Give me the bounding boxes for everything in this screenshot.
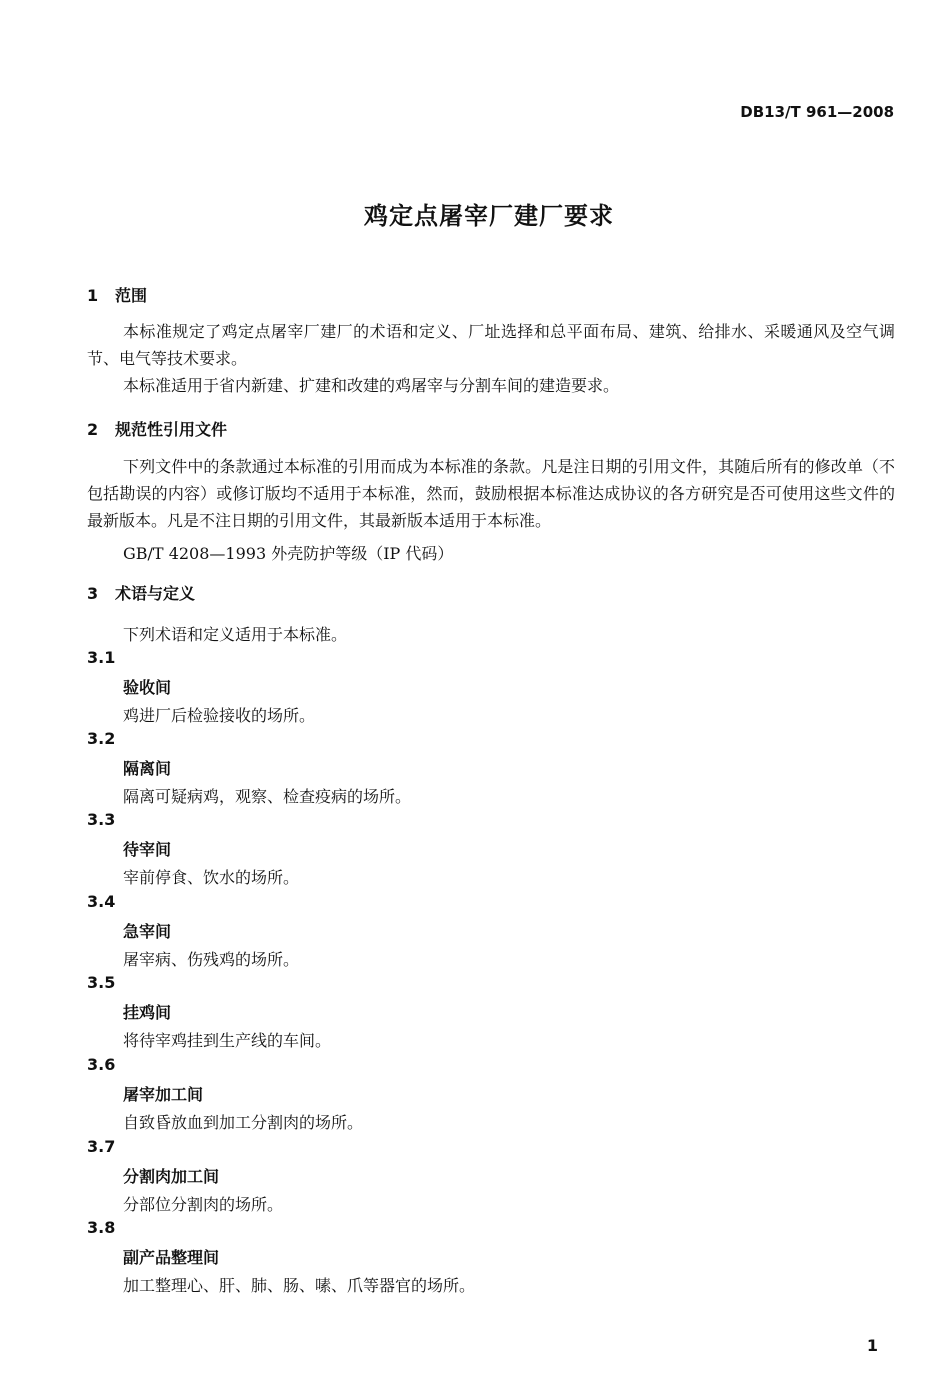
term-number: 3.2 (87, 729, 116, 748)
term-name: 分割肉加工间 (123, 1167, 220, 1186)
document-title: 鸡定点屠宰厂建厂要求 (364, 202, 614, 230)
term-definition: 鸡进厂后检验接收的场所。 (123, 706, 316, 725)
term-number: 3.5 (87, 973, 116, 992)
term-number: 3.1 (87, 648, 116, 667)
standard-code: DB13/T 961—2008 (740, 103, 894, 121)
section-heading (87, 283, 147, 306)
term-name: 隔离间 (123, 759, 172, 778)
section-heading (87, 581, 195, 604)
term-number: 3.7 (87, 1137, 116, 1156)
term-name: 副产品整理间 (123, 1248, 220, 1267)
paragraph: 下列文件中的条款通过本标准的引用而成为本标准的条款。凡是注日期的引用文件，其随后所有的修改单（不包括勘误的内容）或修订版均不适用于本标准，然而，鼓励根据本标准达成协议的各方研究是否可使用这些文件的最新版本。凡是不注日期的引用文件，其最新版本适用于本标准。 (87, 457, 895, 530)
section-heading (87, 417, 227, 440)
section-title: 范围 (115, 286, 148, 305)
term-definition: 宰前停食、饮水的场所。 (123, 868, 300, 887)
paragraph: 本标准适用于省内新建、扩建和改建的鸡屠宰与分割车间的建造要求。 (123, 376, 620, 395)
term-definition: 隔离可疑病鸡，观察、检查疫病的场所。 (123, 787, 412, 806)
section-intro: 下列术语和定义适用于本标准。 (123, 625, 348, 644)
section-number: 1 (87, 286, 99, 305)
term-number: 3.3 (87, 810, 116, 829)
term-definition: 屠宰病、伤残鸡的场所。 (123, 950, 300, 969)
term-definition: 分部位分割肉的场所。 (123, 1195, 284, 1214)
term-definition: 加工整理心、肝、肺、肠、嗉、爪等器官的场所。 (123, 1276, 476, 1295)
page-number: 1 (866, 1336, 878, 1355)
term-name: 挂鸡间 (123, 1003, 172, 1022)
term-number: 3.6 (87, 1055, 116, 1074)
section-number: 2 (87, 420, 99, 439)
term-name: 待宰间 (123, 840, 172, 859)
term-number: 3.8 (87, 1218, 116, 1237)
term-definition: 自致昏放血到加工分割肉的场所。 (123, 1113, 364, 1132)
term-definition: 将待宰鸡挂到生产线的车间。 (123, 1031, 332, 1050)
section-title: 术语与定义 (115, 584, 196, 603)
term-number: 3.4 (87, 892, 116, 911)
paragraph: 本标准规定了鸡定点屠宰厂建厂的术语和定义、厂址选择和总平面布局、建筑、给排水、采暖通风及空气调节、电气等技术要求。 (87, 322, 895, 368)
normative-reference: GB/T 4208—1993 外壳防护等级（IP 代码） (123, 544, 454, 563)
term-name: 屠宰加工间 (123, 1085, 204, 1104)
section-title: 规范性引用文件 (115, 420, 228, 439)
term-name: 验收间 (123, 678, 172, 697)
term-name: 急宰间 (123, 922, 172, 941)
section-number: 3 (87, 584, 99, 603)
